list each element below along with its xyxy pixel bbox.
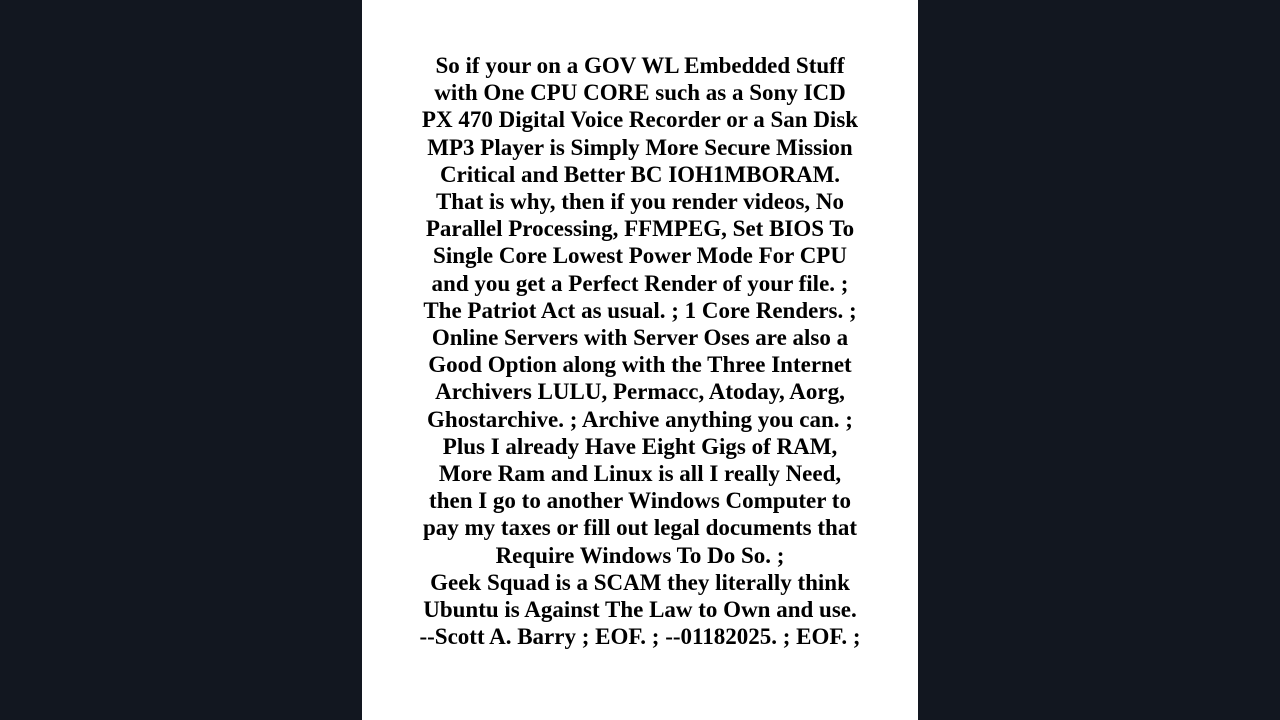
- text-line: MP3 Player is Simply More Secure Mission: [427, 134, 853, 160]
- document-text: [362, 52, 918, 650]
- text-line: More Ram and Linux is all I really Need,: [438, 461, 842, 487]
- text-line: and you get a Perfect Render of your file. ;: [431, 270, 849, 296]
- text-line: Online Servers with Server Oses are also a: [431, 325, 849, 351]
- text-line: Parallel Processing, FFMPEG, Set BIOS To: [425, 216, 855, 242]
- text-line: That is why, then if you render videos, No: [435, 189, 845, 215]
- text-line: then I go to another Windows Computer to: [429, 488, 851, 514]
- text-line: PX 470 Digital Voice Recorder or a San Disk: [421, 107, 859, 133]
- text-line: Archivers LULU, Permacc, Atoday, Aorg,: [435, 379, 845, 405]
- text-line: Ghostarchive. ; Archive anything you can. ;: [427, 406, 853, 432]
- text-line: Plus I already Have Eight Gigs of RAM,: [442, 433, 838, 459]
- text-line: Geek Squad is a SCAM they literally think: [430, 569, 850, 595]
- text-line: So if your on a GOV WL Embedded Stuff: [435, 53, 845, 78]
- text-line: Require Windows To Do So. ;: [495, 542, 785, 568]
- text-line: Single Core Lowest Power Mode For CPU: [433, 243, 847, 269]
- text-line: Good Option along with the Three Internet: [428, 352, 852, 378]
- text-line: The Patriot Act as usual. ; 1 Core Renders. ;: [423, 297, 857, 323]
- text-line: Ubuntu is Against The Law to Own and use.: [423, 597, 857, 623]
- text-line: with One CPU CORE such as a Sony ICD: [434, 80, 846, 106]
- text-line: Critical and Better BC IOH1MBORAM.: [439, 161, 841, 187]
- signature-line: --Scott A. Barry ; EOF. ; --01182025. ; EOF. ;: [419, 624, 861, 650]
- text-line: pay my taxes or fill out legal documents that: [422, 515, 857, 541]
- document-page: [362, 0, 918, 720]
